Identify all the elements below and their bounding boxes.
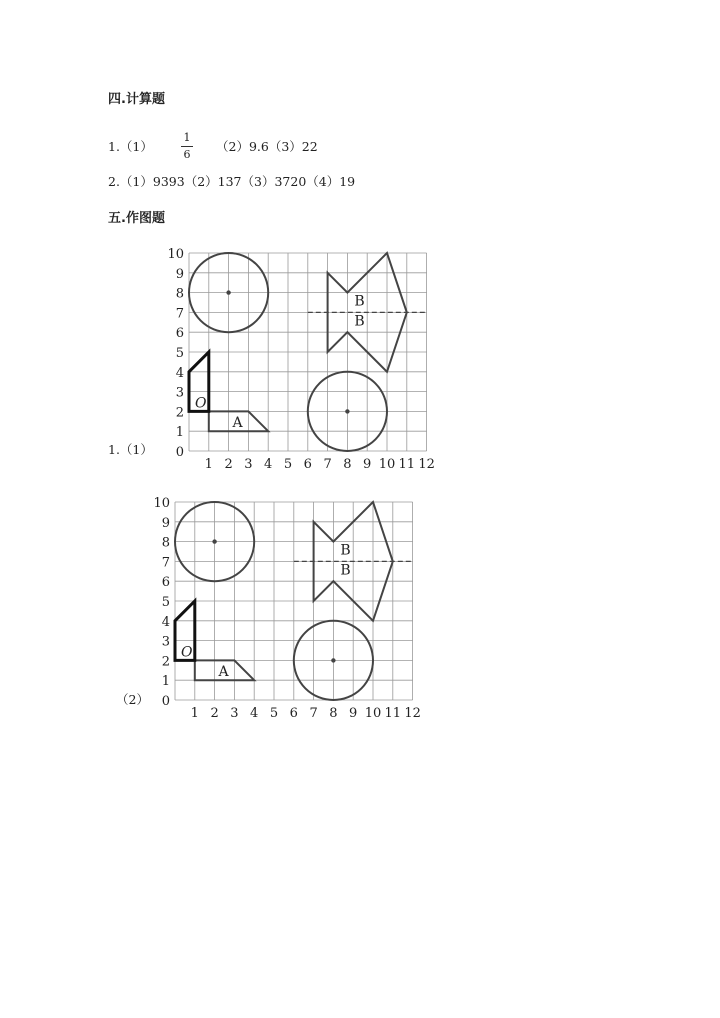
fig1-label-b-top: B xyxy=(354,293,365,310)
fig1-y-tick-label: 0 xyxy=(175,445,184,460)
fig2-y-tick-label: 6 xyxy=(161,575,170,591)
fig1-y-tick-label: 10 xyxy=(167,247,184,262)
fig1-x-tick-label: 1 xyxy=(204,457,213,472)
fig1-x-tick-label: 8 xyxy=(343,457,352,472)
fig2-y-tick-label: 4 xyxy=(161,614,170,630)
fig2-y-tick-label: 5 xyxy=(161,595,170,610)
fig2-label-o: O xyxy=(180,644,193,661)
fig1-y-tick-label: 4 xyxy=(175,365,184,381)
fig2-x-tick-label: 4 xyxy=(250,706,259,721)
fig2-x-tick-label: 6 xyxy=(289,706,298,721)
fig2-x-tick-label: 12 xyxy=(404,706,421,721)
fig1-y-tick-label: 6 xyxy=(175,326,184,342)
fig2-y-tick-label: 2 xyxy=(161,654,170,670)
fig2-x-tick-label: 1 xyxy=(190,706,199,721)
fig1-y-tick-label: 1 xyxy=(175,425,184,441)
fig2-y-tick-label: 0 xyxy=(161,694,170,709)
section4-heading: 四.计算题 xyxy=(108,92,165,107)
fig1-label-a: A xyxy=(232,415,243,432)
fig1-x-tick-label: 3 xyxy=(244,457,253,472)
fig1-y-tick-label: 3 xyxy=(175,385,184,401)
fig2-label-b-top: B xyxy=(340,542,351,559)
fig2-y-tick-label: 3 xyxy=(161,634,170,650)
fig1-label-o: O xyxy=(194,395,207,412)
fig2-y-tick-label: 1 xyxy=(161,674,170,690)
fig2-y-tick-label: 10 xyxy=(153,496,170,511)
fig2-x-tick-label: 9 xyxy=(349,706,358,721)
fig2-label-a: A xyxy=(218,664,229,681)
figure1-label: 1.（1） xyxy=(108,442,153,457)
fraction-numerator: 1 xyxy=(183,131,191,144)
fig1-x-tick-label: 12 xyxy=(418,457,435,472)
fig2-circle-bottom-center xyxy=(331,658,335,662)
fig2-y-tick-label: 9 xyxy=(161,515,170,531)
fig1-x-tick-label: 11 xyxy=(398,457,416,472)
fig1-x-tick-label: 7 xyxy=(323,457,332,472)
fig1-group xyxy=(167,247,434,472)
fig1-x-tick-label: 5 xyxy=(283,457,293,472)
fig1-y-tick-label: 2 xyxy=(175,405,184,421)
figure2-label: （2） xyxy=(116,692,149,707)
fig2-x-tick-label: 7 xyxy=(309,706,318,721)
fig2-group xyxy=(153,496,420,721)
fig1-y-tick-label: 9 xyxy=(175,266,184,282)
fig2-x-tick-label: 2 xyxy=(210,706,219,721)
fig2-y-tick-label: 8 xyxy=(161,535,170,551)
fig1-x-tick-label: 4 xyxy=(264,457,273,472)
q2-answers: 2.（1）9393（2）137（3）3720（4）19 xyxy=(108,174,356,189)
fig1-y-tick-label: 5 xyxy=(175,346,184,361)
fig1-x-tick-label: 9 xyxy=(363,457,372,472)
fig2-x-tick-label: 3 xyxy=(230,706,239,721)
fig2-x-tick-label: 10 xyxy=(364,706,382,721)
fig1-circle-top-center xyxy=(226,290,230,294)
fig1-x-tick-label: 6 xyxy=(303,457,312,472)
fig2-circle-top-center xyxy=(212,539,216,543)
q1-prefix: 1.（1） xyxy=(108,139,153,154)
q1-answers: （2）9.6（3）22 xyxy=(216,139,318,154)
fig2-x-tick-label: 5 xyxy=(269,706,279,721)
fig1-x-tick-label: 10 xyxy=(378,457,396,472)
fig1-y-tick-label: 8 xyxy=(175,286,184,302)
fig1-x-tick-label: 2 xyxy=(224,457,233,472)
fig2-y-tick-label: 7 xyxy=(161,555,170,571)
fig1-circle-bottom-center xyxy=(345,409,349,413)
fraction-denominator: 6 xyxy=(183,148,191,161)
section5-heading: 五.作图题 xyxy=(108,211,165,226)
fig1-label-b-bottom: B xyxy=(354,313,365,330)
fig2-x-tick-label: 11 xyxy=(384,706,402,721)
fig2-label-b-bottom: B xyxy=(340,562,351,579)
fig1-y-tick-label: 7 xyxy=(175,306,184,322)
fig2-x-tick-label: 8 xyxy=(329,706,338,721)
